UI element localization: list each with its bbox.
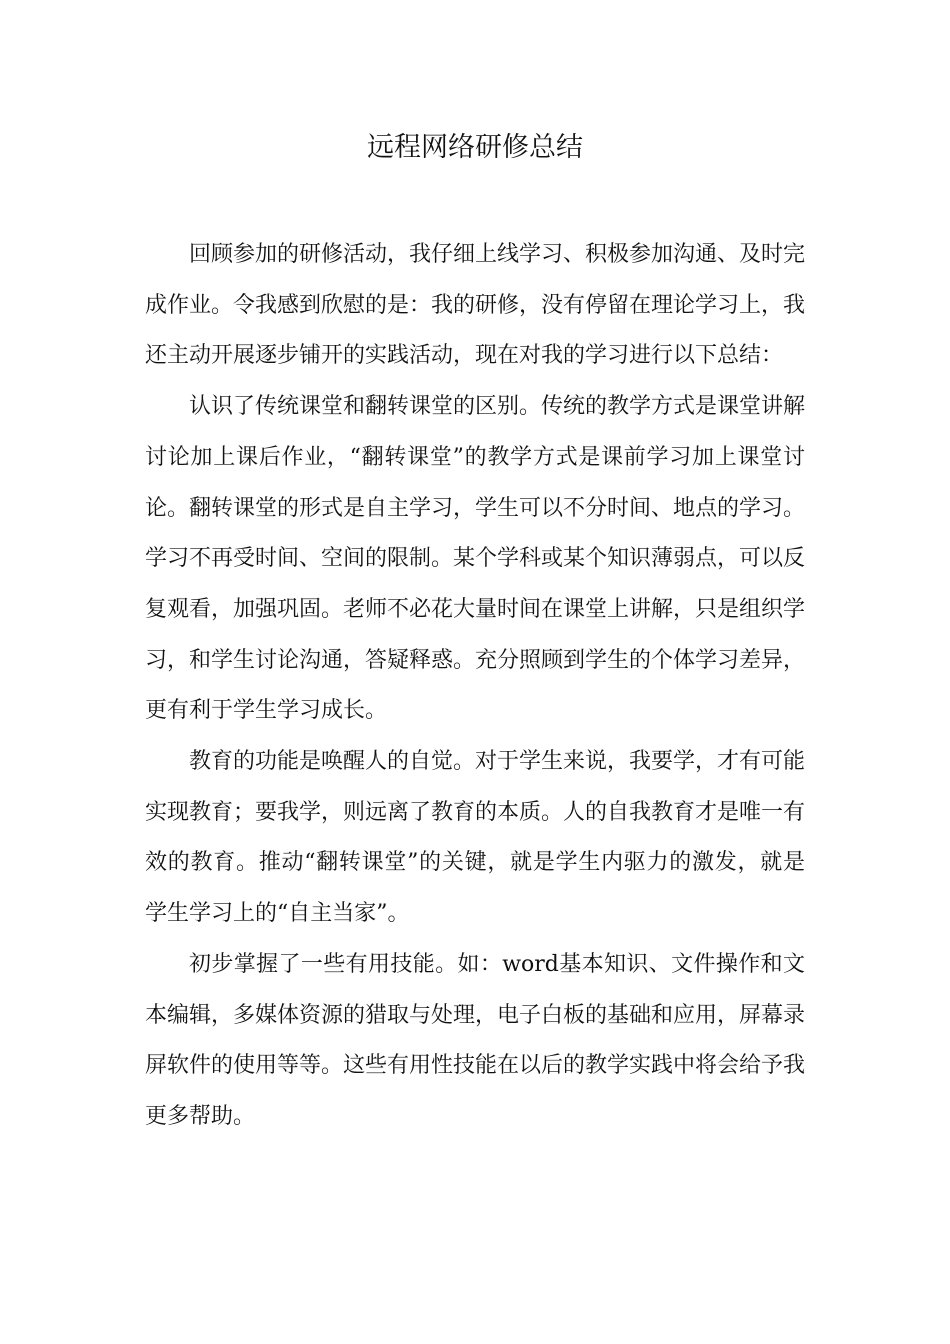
paragraph: 初步掌握了一些有用技能。如：word基本知识、文件操作和文本编辑，多媒体资源的猎取与处理，电子白板的基础和应用，屏幕录屏软件的使用等等。这些有用性技能在以后的教学实践中将会给予我更多帮助。 [145, 951, 806, 1129]
paragraph: 认识了传统课堂和翻转课堂的区别。传统的教学方式是课堂讲解讨论加上课后作业，“翻转课堂”的教学方式是课前学习加上课堂讨论。翻转课堂的形式是自主学习，学生可以不分时间、地点的学习。学习不再受时间、空间的限制。某个学科或某个知识薄弱点，可以反复观看，加强巩固。老师不必花大量时间在课堂上讲解，只是组织学习，和学生讨论沟通，答疑释惑。充分照顾到学生的个体学习差异，更有利于学生学习成长。 [145, 394, 806, 724]
document-body [145, 230, 805, 1143]
document-title: 远程网络研修总结 [367, 132, 583, 163]
paragraph: 教育的功能是唤醒人的自觉。对于学生来说，我要学，才有可能实现教育；要我学，则远离了教育的本质。人的自我教育才是唯一有效的教育。推动“翻转课堂”的关键，就是学生内驱力的激发，就是学生学习上的“自主当家”。 [145, 749, 806, 927]
paragraph: 回顾参加的研修活动，我仔细上线学习、积极参加沟通、及时完成作业。令我感到欣慰的是：我的研修，没有停留在理论学习上，我还主动开展逐步铺开的实践活动，现在对我的学习进行以下总结： [145, 242, 806, 369]
